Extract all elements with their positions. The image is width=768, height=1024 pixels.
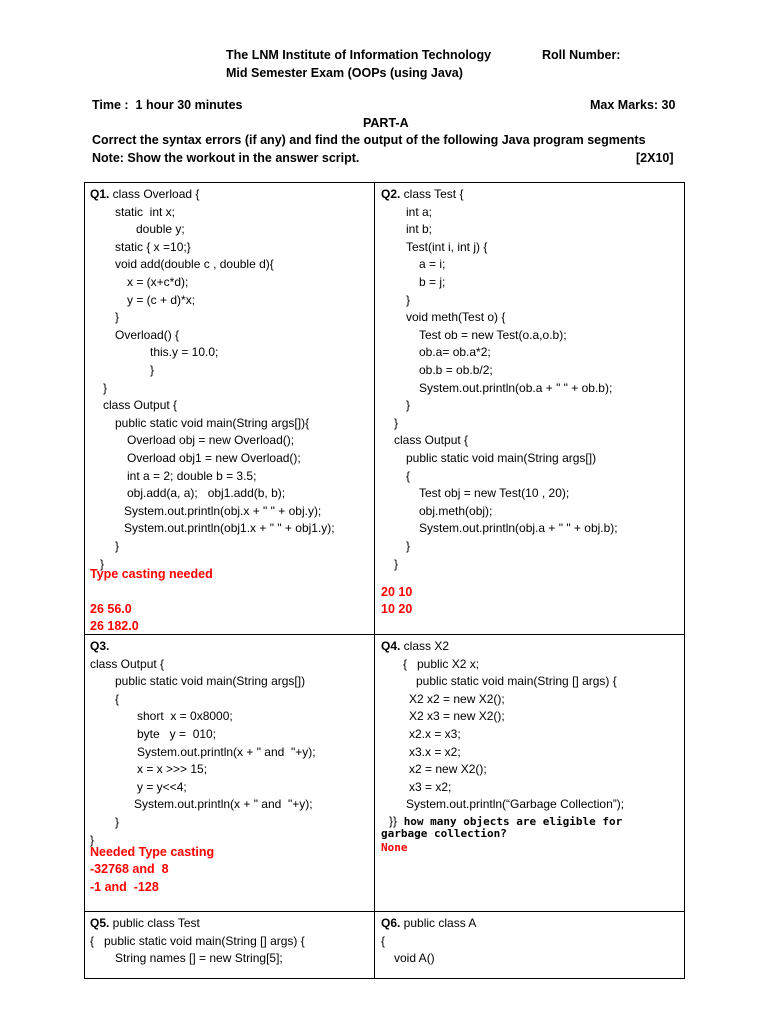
- q3-line-6: x = x >>> 15;: [137, 762, 208, 777]
- q2-line-13: }: [394, 415, 399, 430]
- q4-line-3: X2 x2 = new X2();: [409, 691, 505, 706]
- q2-line-2: int b;: [406, 222, 433, 237]
- q1-line-0: Q1. class Overload {: [90, 187, 200, 201]
- q1-line-1: static int x;: [115, 204, 176, 219]
- q2-line-16: {: [406, 468, 411, 483]
- q1-line-4: void add(double c , double d){: [115, 257, 274, 272]
- max-marks-label: Max Marks: 30: [590, 98, 676, 112]
- part-label: PART-A: [363, 116, 409, 130]
- q1-line-2: double y;: [136, 222, 185, 237]
- q1-line-17: obj.add(a, a); obj1.add(b, b);: [127, 486, 286, 501]
- q2-line-20: }: [406, 539, 411, 553]
- q3-line-10: }: [90, 832, 95, 847]
- q3-answer-line-2: -1 and -128: [90, 880, 159, 894]
- q2-line-5: b = j;: [419, 275, 446, 289]
- q4-line-6: x3.x = x2;: [409, 744, 461, 759]
- q2-line-18: obj.meth(obj);: [419, 503, 493, 518]
- institute-name: The LNM Institute of Information Technology: [226, 48, 492, 62]
- exam-title: Mid Semester Exam (OOPs (using Java): [226, 66, 463, 80]
- q3-line-1: public static void main(String args[]): [115, 674, 306, 689]
- q1-line-6: y = (c + d)*x;: [127, 292, 196, 307]
- table-divider-row1: [84, 634, 685, 635]
- q2-line-8: Test ob = new Test(o.a,o.b);: [419, 327, 567, 342]
- q6-line-2: void A(): [394, 951, 435, 966]
- q2-line-9: ob.a= ob.a*2;: [419, 345, 491, 360]
- q1-line-19: System.out.println(obj1.x + " " + obj1.y);: [124, 521, 335, 536]
- q4-line-7: x2 = new X2();: [409, 762, 487, 777]
- q1-line-11: }: [103, 380, 108, 395]
- table-divider-col: [374, 182, 375, 979]
- q4-line-2: public static void main(String [] args) {: [416, 674, 617, 689]
- q1-answer-line-2: 26 182.0: [90, 619, 139, 633]
- table-border-top: [84, 182, 685, 183]
- q1-line-3: static { x =10;}: [115, 239, 191, 254]
- q4-line-1: { public X2 x;: [403, 656, 480, 671]
- q1-line-15: Overload obj1 = new Overload();: [127, 451, 301, 465]
- q5-number: Q5.: [90, 916, 110, 930]
- q3-line-0: class Output {: [90, 656, 165, 671]
- q1-line-13: public static void main(String args[]){: [115, 415, 310, 430]
- q4-line-8: x3 = x2;: [409, 779, 452, 794]
- q5-line-0: Q5. public class Test: [90, 916, 200, 930]
- table-border-left: [84, 182, 85, 979]
- table-border-bottom: [84, 978, 685, 979]
- q6-number: Q6.: [381, 916, 401, 930]
- q5-line-2: String names [] = new String[5];: [115, 951, 283, 966]
- table-divider-row2: [84, 911, 685, 912]
- q4-line-10: }} how many objects are eligible for: [389, 814, 623, 828]
- q2-line-19: System.out.println(obj.a + " " + obj.b);: [419, 521, 618, 536]
- q3-answer-line-1: -32768 and 8: [90, 862, 169, 876]
- roll-number-label: Roll Number:: [542, 48, 621, 62]
- q3-number: Q3.: [90, 639, 110, 653]
- q3-line-7: y = y<<4;: [137, 779, 187, 794]
- q4-line-0: Q4. class X2: [381, 639, 450, 653]
- q2-line-21: }: [394, 556, 399, 571]
- q4-question-line-1: how many objects are eligible for: [403, 815, 623, 828]
- q1-line-5: x = (x+c*d);: [127, 275, 189, 289]
- q2-line-10: ob.b = ob.b/2;: [419, 363, 493, 377]
- q2-line-17: Test obj = new Test(10 , 20);: [419, 486, 570, 501]
- q4-line-4: X2 x3 = new X2();: [409, 709, 505, 724]
- q5-line-1: { public static void main(String [] args) {: [90, 933, 305, 948]
- note-text: Note: Show the workout in the answer script.: [92, 151, 360, 165]
- q3-line-4: byte y = 010;: [137, 727, 217, 741]
- instruction-text: Correct the syntax errors (if any) and find the output of the following Java program segments: [92, 133, 646, 147]
- q2-answer-line-2: 10 20: [381, 602, 413, 616]
- q4-line-5: x2.x = x3;: [409, 727, 461, 741]
- q6-line-1: {: [381, 933, 386, 948]
- q3-line-3: short x = 0x8000;: [137, 709, 233, 724]
- q2-line-15: public static void main(String args[]): [406, 451, 597, 465]
- q1-answer-line-1: 26 56.0: [90, 602, 132, 616]
- q2-line-1: int a;: [406, 204, 433, 219]
- q2-answer-line-1: 20 10: [381, 585, 413, 599]
- q2-line-0: Q2. class Test {: [381, 187, 464, 201]
- q1-line-20: }: [115, 539, 120, 553]
- q4-line-9: System.out.println(“Garbage Collection”);: [406, 797, 625, 812]
- time-label: Time : 1 hour 30 minutes: [92, 98, 243, 112]
- q2-line-14: class Output {: [394, 433, 469, 448]
- q2-line-11: System.out.println(ob.a + " " + ob.b);: [419, 380, 613, 395]
- q4-question-line-2: garbage collection?: [381, 827, 507, 840]
- q2-line-7: void meth(Test o) {: [406, 310, 506, 325]
- q2-line-12: }: [406, 398, 411, 413]
- q2-line-3: Test(int i, int j) {: [406, 239, 488, 254]
- q1-line-21: }: [100, 556, 105, 571]
- q1-line-7: }: [115, 310, 120, 325]
- q1-answer-note: Type casting needed: [90, 567, 213, 581]
- q2-line-4: a = i;: [419, 257, 446, 272]
- q6-line-0: Q6. public class A: [381, 916, 477, 930]
- q4-number: Q4.: [381, 639, 401, 653]
- q3-line-2: {: [115, 691, 120, 706]
- q3-answer-note: Needed Type casting: [90, 845, 215, 859]
- q4-answer: None: [381, 841, 408, 854]
- q1-line-14: Overload obj = new Overload();: [127, 433, 295, 448]
- q1-line-9: this.y = 10.0;: [150, 345, 219, 360]
- q3-line-9: }: [115, 815, 120, 829]
- q2-line-6: }: [406, 292, 411, 307]
- q1-line-8: Overload() {: [115, 327, 180, 342]
- marks-label: [2X10]: [636, 151, 674, 165]
- q2-number: Q2.: [381, 187, 401, 201]
- q1-number: Q1.: [90, 187, 110, 201]
- q1-line-10: }: [150, 363, 155, 377]
- table-border-right: [684, 182, 685, 979]
- q1-line-16: int a = 2; double b = 3.5;: [127, 468, 257, 483]
- q3-line-5: System.out.println(x + " and "+y);: [137, 744, 316, 759]
- q1-line-18: System.out.println(obj.x + " " + obj.y);: [124, 503, 322, 518]
- q1-line-12: class Output {: [103, 398, 178, 413]
- q3-line-8: System.out.println(x + " and "+y);: [134, 797, 313, 812]
